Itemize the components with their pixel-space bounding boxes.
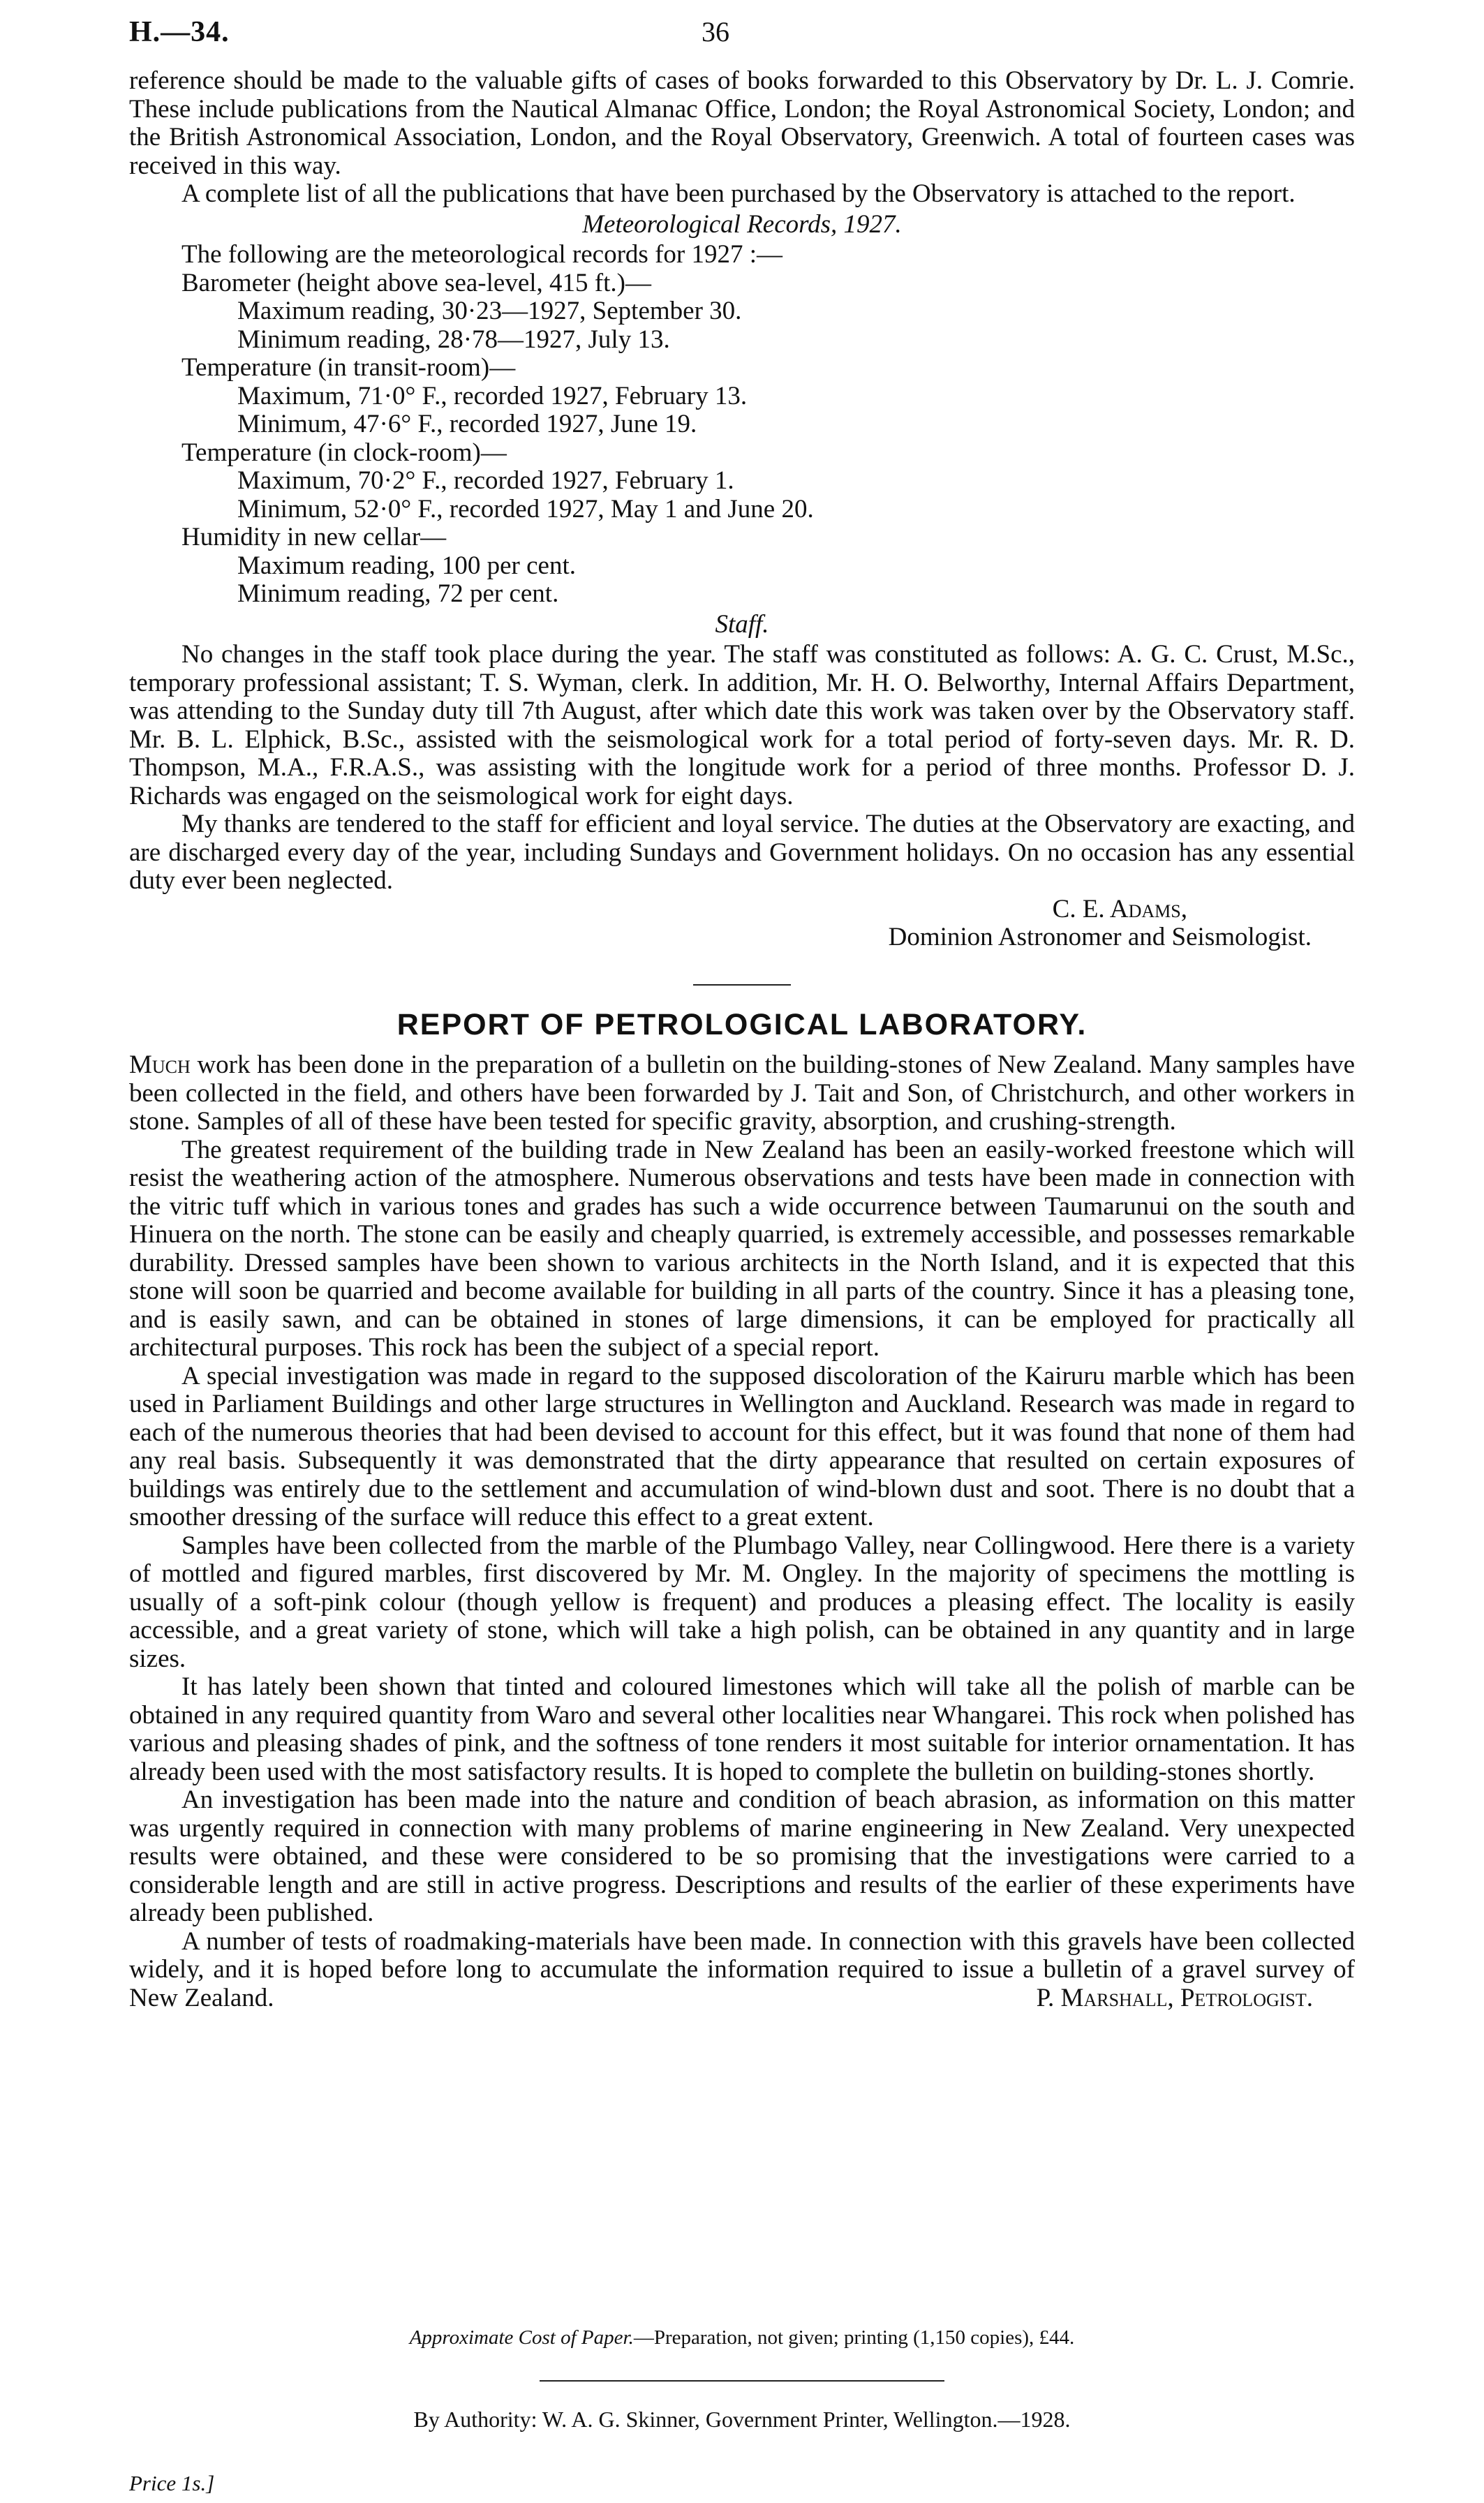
staff-heading: Staff.: [715, 609, 769, 639]
met-line: Maximum reading, 30·23—1927, September 30.: [237, 297, 742, 325]
meteorological-intro: The following are the meteorological records for 1927 :—: [181, 240, 782, 269]
drop-word: Much: [129, 1050, 191, 1079]
petrologist-signature: P. Marshall, Petrologist.: [1036, 1983, 1313, 2012]
cost-of-paper: [129, 2326, 1355, 2349]
met-line: Temperature (in clock-room)—: [181, 438, 507, 467]
petrology-paragraph: An investigation has been made into the nature and condition of beach abrasion, as information on this matter was urgently required in connection with many problems of marine engineering in New Zealand. Very unexpected results were obtained, and these were considered to be so promising that the investigations were carried to a considerable length and are still in active progress. Descriptions and results of the earlier of these experiments have already been published.: [129, 1785, 1355, 1927]
met-line: Minimum, 52·0° F., recorded 1927, May 1 and June 20.: [237, 494, 814, 523]
met-line: Maximum, 71·0° F., recorded 1927, February 13.: [237, 381, 748, 410]
thanks-paragraph: My thanks are tendered to the staff for efficient and loyal service. The duties at the Observatory are exacting, and are discharged every day of the year, including Sundays and Government holidays. On no occasion has any essential duty ever been neglected.: [129, 810, 1355, 895]
astronomer-signature-name: C. E. Adams,: [1052, 894, 1187, 923]
petrology-paragraph-1: [129, 1051, 1355, 1136]
observatory-paragraph-1: reference should be made to the valuable gifts of cases of books forwarded to this Observatory by Dr. L. J. Comrie. These include publications from the Nautical Almanac Office, London; the Royal Astronomical Society, London; and the British Astronomical Association, London, and the Royal Observatory, Greenwich. A total of fourteen cases was received in this way.: [129, 66, 1355, 180]
section-divider: [693, 984, 791, 986]
petrology-paragraph: The greatest requirement of the building trade in New Zealand has been an easily-worked freestone which will resist the weathering action of the atmosphere. Numerous observations and tests have been made in connection with the vitric tuff which in various tones and grades has such a wide occurrence between Taumarunui on the south and Hinuera on the north. The stone can be easily and cheaply quarried, is extremely accessible, and possesses remarkable durability. Dressed samples have been shown to various architects in the North Island, and it is expected that this stone will soon be quarried and become available for building in all parts of the country. Since it has a pleasing tone, and is easily sawn, and can be obtained in stones of large dimensions, it can be employed for practically all architectural purposes. This rock has been the subject of a special report.: [129, 1135, 1355, 1362]
met-line: Barometer (height above sea-level, 415 ft.)—: [181, 268, 651, 297]
petrology-paragraph: It has lately been shown that tinted and coloured limestones which will take all the polish of marble can be obtained in any required quantity from Waro and several other localities near Whangarei. This rock when polished has various and pleasing shades of pink, and the softness of tone renders it most suitable for interior ornamentation. It has already been used with the most satisfactory results. It is hoped to complete the bulletin on building-stones shortly.: [129, 1672, 1355, 1786]
cost-text: —Preparation, not given; printing (1,150 copies), £44.: [633, 2326, 1075, 2349]
page-number: 36: [702, 16, 729, 47]
petrology-paragraph: A special investigation was made in regard to the supposed discoloration of the Kairuru marble which has been used in Parliament Buildings and other large structures in Wellington and Auckland. Research was made in regard to each of the numerous theories that had been devised to account for this effect, but it was found that none of them had any real basis. Subsequently it was demonstrated that the dirty appearance that resulted on certain exposures of buildings was entirely due to the settlement and accumulation of wind-blown dust and soot. There is no doubt that a smoother dressing of the surface will reduce this effect to a great extent.: [129, 1361, 1355, 1531]
price-note: Price 1s.]: [129, 2471, 215, 2495]
met-line: Maximum, 70·2° F., recorded 1927, February 1.: [237, 466, 734, 495]
met-line: Humidity in new cellar—: [181, 523, 447, 551]
meteorological-heading: Meteorological Records, 1927.: [582, 209, 902, 239]
observatory-paragraph-2: A complete list of all the publications that have been purchased by the Observatory is attached to the report.: [181, 179, 1296, 208]
cost-label: Approximate Cost of Paper.: [409, 2326, 634, 2349]
met-line: Temperature (in transit-room)—: [181, 353, 516, 382]
petrology-report-title: REPORT OF PETROLOGICAL LABORATORY.: [396, 1007, 1088, 1041]
petrology-last-paragraph-text: A number of tests of roadmaking-materials have been made. In connection with this gravels have been collected widely, and it is hoped before long to accumulate the information required to issue a bulletin of a gravel survey of New Zealand.: [129, 1926, 1355, 2012]
footer-rule: [540, 2380, 944, 2382]
met-line: Minimum reading, 28·78—1927, July 13.: [237, 325, 670, 354]
staff-paragraph: No changes in the staff took place during the year. The staff was constituted as follows: A. G. C. Crust, M.Sc., temporary professional assistant; T. S. Wyman, clerk. In addition, Mr. H. O. Belworthy, Internal Affairs Department, was attending to the Sunday duty till 7th August, after which date this work was taken over by the Observatory staff. Mr. B. L. Elphick, B.Sc., assisted with the seismological work for a total period of forty-seven days. Mr. R. D. Thompson, M.A., F.R.A.S., was assisting with the longitude work for a period of three months. Professor D. J. Richards was engaged on the seismological work for eight days.: [129, 640, 1355, 810]
document-page: [129, 0, 1355, 2503]
page-body: [129, 67, 1355, 2012]
met-line: Minimum reading, 72 per cent.: [237, 579, 559, 608]
page-header: [129, 15, 1355, 57]
page-footer: [129, 2326, 1355, 2433]
petrology-last-paragraph: [129, 1928, 1355, 2013]
printer-authority: By Authority: W. A. G. Skinner, Government Printer, Wellington.—1928.: [413, 2407, 1071, 2432]
met-line: Maximum reading, 100 per cent.: [237, 551, 576, 580]
astronomer-signature-title: Dominion Astronomer and Seismologist.: [888, 923, 1312, 951]
met-line: Minimum, 47·6° F., recorded 1927, June 19.: [237, 410, 697, 438]
petrology-paragraph-1-text: work has been done in the preparation of a bulletin on the building-stones of New Zealand. Many samples have been collected in the field, and others have been forwarded by J. Tait and Son, of Christchurch, and other workers in stone. Samples of all of these have been tested for specific gravity, absorption, and crushing-strength.: [129, 1050, 1355, 1136]
petrology-paragraph: Samples have been collected from the marble of the Plumbago Valley, near Collingwood. Here there is a variety of mottled and figured marbles, first discovered by Mr. M. Ongley. In the majority of specimens the mottling is usually of a soft-pink colour (though yellow is frequent) and produces a pleasing effect. The locality is easily accessible, and a great variety of stone, which will take a high polish, can be obtained in any quantity and in large sizes.: [129, 1531, 1355, 1673]
document-reference: H.—34.: [129, 16, 230, 48]
